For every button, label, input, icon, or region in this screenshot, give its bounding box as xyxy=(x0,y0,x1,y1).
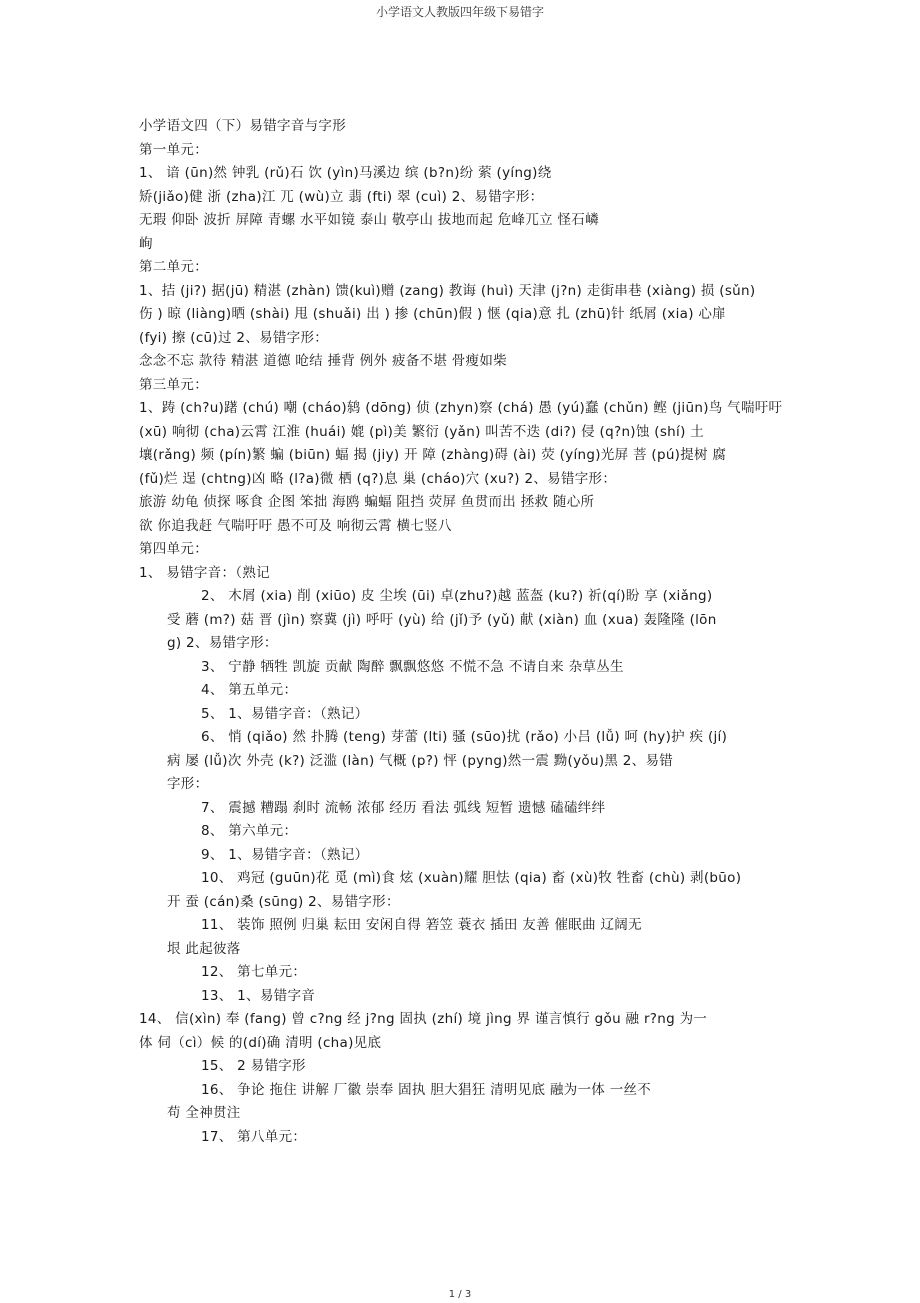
text-line: 无瑕 仰卧 波折 屏障 青螺 水平如镜 泰山 敬亭山 拔地而起 危峰兀立 怪石嶙 xyxy=(139,212,599,228)
text-line: 体 伺（cì）候 的(dí)确 清明 (cha)见底 xyxy=(139,1034,382,1051)
text-line: 病 屡 (lǚ)次 外壳 (k?) 泛滥 (làn) 气概 (p?) 怦 (pyng)然一震 黝(yǒu)黑 2、易错 xyxy=(167,752,674,769)
text-line: 苟 全神贯注 xyxy=(167,1105,241,1121)
page-number: 1 / 3 xyxy=(448,1289,472,1300)
text-line: 12、 第七单元： xyxy=(201,964,307,980)
text-line: 第三单元： xyxy=(139,376,208,393)
text-line: 矫(jiǎo)健 浙 (zha)江 兀 (wù)立 翡 (fti) 翠 (cuì) 2、易错字形： xyxy=(139,188,544,205)
text-line: 1、 易错字音：（熟记 xyxy=(139,564,270,581)
text-line: 旅游 幼龟 侦探 啄食 企图 笨拙 海鸥 蝙蝠 阻挡 荧屏 鱼贯而出 拯救 随心所 xyxy=(139,494,595,510)
text-line: 9、 1、易错字音：（熟记） xyxy=(201,846,369,863)
section-units-4-7 xyxy=(139,585,787,1008)
text-line: 小学语文四（下）易错字音与字形 xyxy=(139,118,346,134)
text-line: 11、 装饰 照例 归巢 耘田 安闲自得 箬笠 蓑衣 插田 友善 催眠曲 辽阔无 xyxy=(201,917,642,933)
section-units-1-4 xyxy=(139,115,787,585)
document-body xyxy=(139,115,787,1149)
text-line: 15、 2 易错字形 xyxy=(201,1058,306,1074)
text-line: 1、拮 (ji?) 据(jū) 精湛 (zhàn) 馈(kuì)赠 (zang) 教诲 (huì) 天津 (j?n) 走街串巷 (xiàng) 损 (sǔn) xyxy=(139,282,756,299)
text-line: 念念不忘 款待 精湛 道德 呛结 捶背 例外 疲备不堪 骨瘦如柴 xyxy=(139,353,507,369)
text-line: 13、 1、易错字音 xyxy=(201,987,316,1004)
text-line: 7、 震撼 糟蹋 刹时 流畅 浓郁 经历 看法 弧线 短暂 遗憾 磕磕绊绊 xyxy=(201,799,606,816)
text-line: 第四单元： xyxy=(139,541,208,557)
text-line: 17、 第八单元： xyxy=(201,1128,307,1145)
text-line: (fyi) 擦 (cū)过 2、易错字形： xyxy=(139,329,329,346)
text-line: 壤(rǎng) 频 (pín)繁 蝙 (biūn) 蝠 揭 (jiy) 开 障 (zhàng)碍 (ài) 荧 (yíng)光屏 菩 (pú)提树 腐 xyxy=(139,447,727,463)
text-line: 第二单元： xyxy=(139,259,208,275)
page-header: 小学语文人教版四年级下易错字 xyxy=(375,5,544,19)
text-line: 10、 鸡冠 (guūn)花 觅 (mì)食 炫 (xuàn)耀 胆怯 (qia) 畜 (xù)牧 牲畜 (chù) 剥(būo) xyxy=(201,870,742,886)
text-line: 字形： xyxy=(167,776,209,792)
text-line: 欲 你追我赶 气喘吁吁 愚不可及 响彻云霄 横七竖八 xyxy=(139,517,452,534)
text-line: 5、 1、易错字音：（熟记） xyxy=(201,705,369,722)
text-line: 受 蘑 (m?) 菇 晋 (jìn) 察冀 (jì) 呼吁 (yù) 给 (jǐ)予 (yǔ) 献 (xiàn) 血 (xua) 轰隆隆 (lōn xyxy=(167,611,717,628)
text-line: 14、 信(xìn) 奉 (fang) 曾 c?ng 经 j?ng 固执 (zhí) 境 jìng 界 谨言慎行 gǒu 融 r?ng 为一 xyxy=(139,1011,708,1027)
text-line: 6、 悄 (qiǎo) 然 扑腾 (teng) 芽蕾 (lti) 骚 (sūo)扰 (rǎo) 小吕 (lǚ) 呵 (hy)护 疾 (jí) xyxy=(201,729,728,745)
text-line: 3、 宁静 牺牲 凯旋 贡献 陶醉 飘飘悠悠 不慌不急 不请自来 杂草丛生 xyxy=(201,658,624,675)
text-line: 第一单元： xyxy=(139,141,208,158)
text-line: 伤 ) 晾 (liàng)晒 (shài) 甩 (shuǎi) 出 ) 掺 (chūn)假 ) 惬 (qia)意 扎 (zhū)针 纸屑 (xia) 心扉 xyxy=(139,306,726,322)
text-line: (xū) 响彻 (cha)云霄 江淮 (huái) 媲 (pì)美 繁衍 (yǎn) 叫苦不迭 (di?) 侵 (q?n)蚀 (shí) 土 xyxy=(139,423,705,440)
text-line: 16、 争论 拖住 讲解 厂徽 崇奉 固执 胆大猖狂 清明见底 融为一体 一丝不 xyxy=(201,1081,652,1098)
text-line: 峋 xyxy=(139,235,153,252)
text-line: (fǔ)烂 逞 (chtng)凶 略 (l?a)微 栖 (q?)息 巢 (cháo)穴 (xu?) 2、易错字形： xyxy=(139,470,617,487)
text-line: 开 蚕 (cán)桑 (sūng) 2、易错字形： xyxy=(167,893,400,910)
text-line: 1、 谙 (ūn)然 钟乳 (rǔ)石 饮 (yìn)马溪边 缤 (b?n)纷 萦 (yíng)绕 xyxy=(139,165,552,181)
text-line: 2、 木屑 (xia) 削 (xiūo) 皮 尘埃 (ūi) 卓(zhu?)越 蓝盔 (ku?) 祈(qí)盼 享 (xiǎng) xyxy=(201,588,713,604)
text-line: 8、 第六单元： xyxy=(201,823,298,839)
text-line: 垠 此起彼落 xyxy=(167,940,241,957)
text-line: 1、踌 (ch?u)躇 (chú) 嘲 (cháo)鸫 (dōng) 侦 (zhyn)察 (chá) 愚 (yú)蠢 (chǔn) 鲣 (jiūn)鸟 气喘吁吁 xyxy=(139,400,783,416)
text-line: 4、 第五单元： xyxy=(201,682,298,698)
section-units-7-8 xyxy=(139,1008,787,1149)
text-line: g) 2、易错字形： xyxy=(167,635,278,651)
